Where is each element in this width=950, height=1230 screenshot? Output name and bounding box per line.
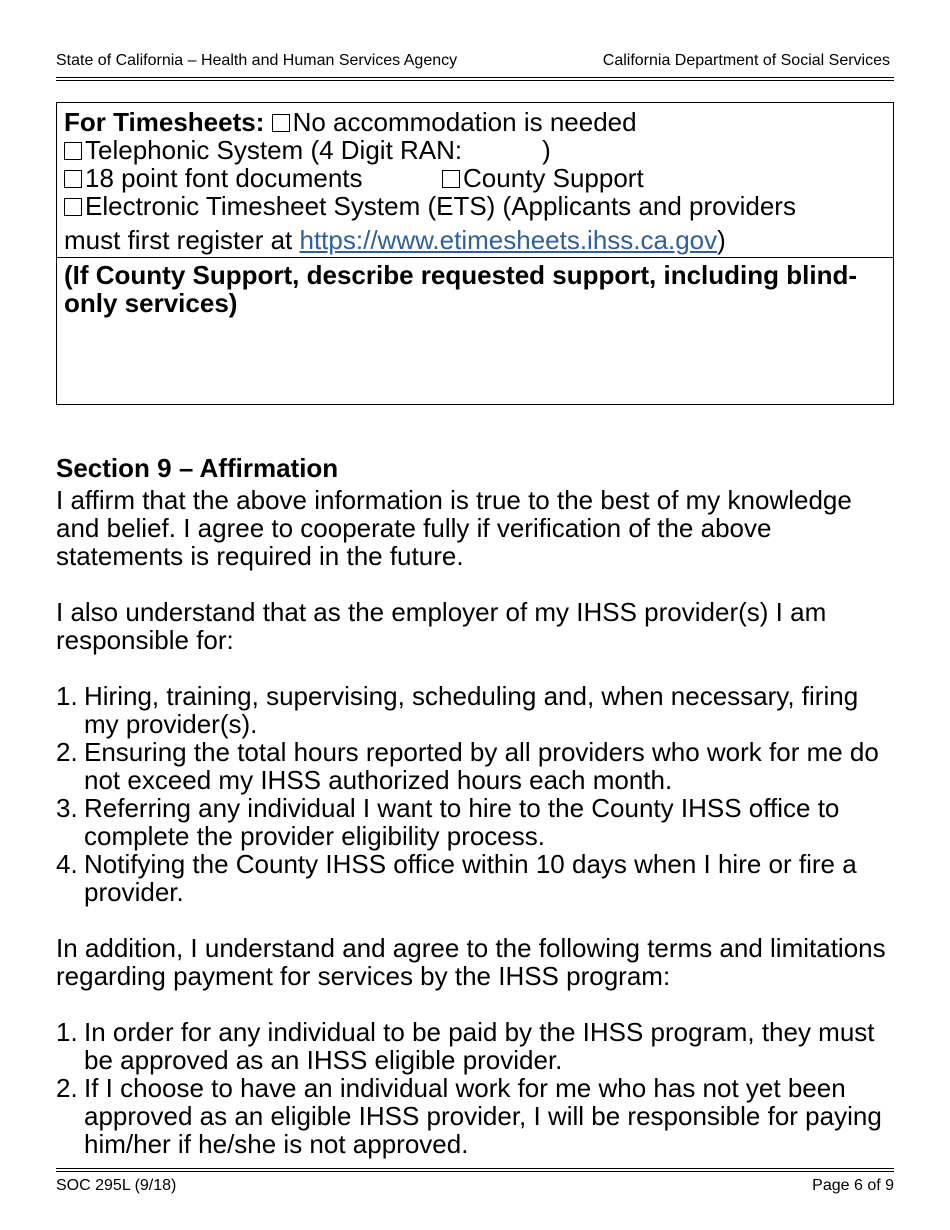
timesheets-line-2 bbox=[64, 136, 551, 164]
footer-rule-bottom bbox=[56, 1171, 894, 1172]
page-header bbox=[56, 52, 890, 72]
list-text: In order for any individual to be paid by the IHSS program, they must be approved as an IHSS eligible provider. bbox=[84, 1017, 875, 1075]
payment-terms-intro: In addition, I understand and agree to the following terms and limitations regarding payment for services by the IHSS program: bbox=[56, 933, 886, 991]
responsibilities-list bbox=[56, 682, 896, 906]
list-item bbox=[56, 850, 896, 906]
box-divider bbox=[57, 257, 893, 258]
list-number: 1. bbox=[56, 1017, 78, 1047]
ets-checkbox[interactable] bbox=[64, 198, 82, 216]
list-text: Notifying the County IHSS office within 10 days when I hire or fire a provider. bbox=[84, 849, 857, 907]
form-id: SOC 295L (9/18) bbox=[56, 1177, 177, 1194]
agency-name: State of California – Health and Human Services Agency bbox=[56, 52, 458, 69]
list-item bbox=[56, 1018, 896, 1074]
list-item bbox=[56, 682, 896, 738]
header-rule-bottom bbox=[56, 80, 894, 81]
timesheets-box bbox=[56, 102, 894, 405]
timesheets-line-5 bbox=[64, 226, 726, 254]
font18-checkbox[interactable] bbox=[64, 170, 82, 188]
telephonic-label: Telephonic System (4 Digit RAN: bbox=[85, 135, 463, 165]
list-number: 2. bbox=[56, 1073, 78, 1103]
list-item bbox=[56, 1074, 896, 1158]
timesheets-label: For Timesheets: bbox=[64, 107, 265, 137]
payment-terms-list bbox=[56, 1018, 896, 1158]
department-name: California Department of Social Services bbox=[602, 52, 890, 69]
county-support-label: County Support bbox=[463, 163, 644, 193]
affirmation-paragraph: I affirm that the above information is true to the best of my knowledge and belief. I agree to cooperate fully if verification of the above statements is required in the future. bbox=[56, 485, 852, 571]
timesheets-line-4 bbox=[64, 192, 796, 220]
list-number: 1. bbox=[56, 681, 78, 711]
telephonic-checkbox[interactable] bbox=[64, 142, 82, 160]
list-text: Hiring, training, supervising, scheduling and, when necessary, firing my provider(s). bbox=[84, 681, 859, 739]
list-number: 4. bbox=[56, 849, 78, 879]
font18-label: 18 point font documents bbox=[85, 163, 363, 193]
list-item bbox=[56, 794, 896, 850]
page-number: Page 6 of 9 bbox=[812, 1177, 894, 1194]
header-rule-top bbox=[56, 77, 894, 78]
footer-rule-top bbox=[56, 1168, 894, 1169]
ets-label: Electronic Timesheet System (ETS) (Applicants and providers bbox=[85, 191, 796, 221]
no-accommodation-label: No accommodation is needed bbox=[292, 107, 637, 137]
register-prefix: must first register at bbox=[64, 225, 300, 255]
section-9-title: Section 9 – Affirmation bbox=[56, 453, 339, 483]
register-suffix: ) bbox=[717, 225, 726, 255]
timesheets-line-1 bbox=[64, 108, 637, 136]
list-text: If I choose to have an individual work for me who has not yet been approved as an eligible IHSS provider, I will be responsible for paying him/her if he/she is not approved. bbox=[84, 1073, 882, 1159]
telephonic-close: ) bbox=[542, 135, 551, 165]
responsibility-intro: I also understand that as the employer of my IHSS provider(s) I am responsible for: bbox=[56, 597, 827, 655]
county-support-instructions: (If County Support, describe requested support, including blind-only services) bbox=[64, 260, 857, 318]
list-item bbox=[56, 738, 896, 794]
county-support-checkbox[interactable] bbox=[442, 170, 460, 188]
county-support-option bbox=[442, 164, 644, 192]
list-number: 3. bbox=[56, 793, 78, 823]
list-text: Ensuring the total hours reported by all providers who work for me do not exceed my IHSS authorized hours each month. bbox=[84, 737, 879, 795]
ets-register-link[interactable]: https://www.etimesheets.ihss.ca.gov bbox=[299, 225, 718, 255]
timesheets-line-3 bbox=[64, 164, 363, 192]
list-text: Referring any individual I want to hire to the County IHSS office to complete the provider eligibility process. bbox=[84, 793, 840, 851]
no-accommodation-checkbox[interactable] bbox=[272, 114, 290, 132]
list-number: 2. bbox=[56, 737, 78, 767]
